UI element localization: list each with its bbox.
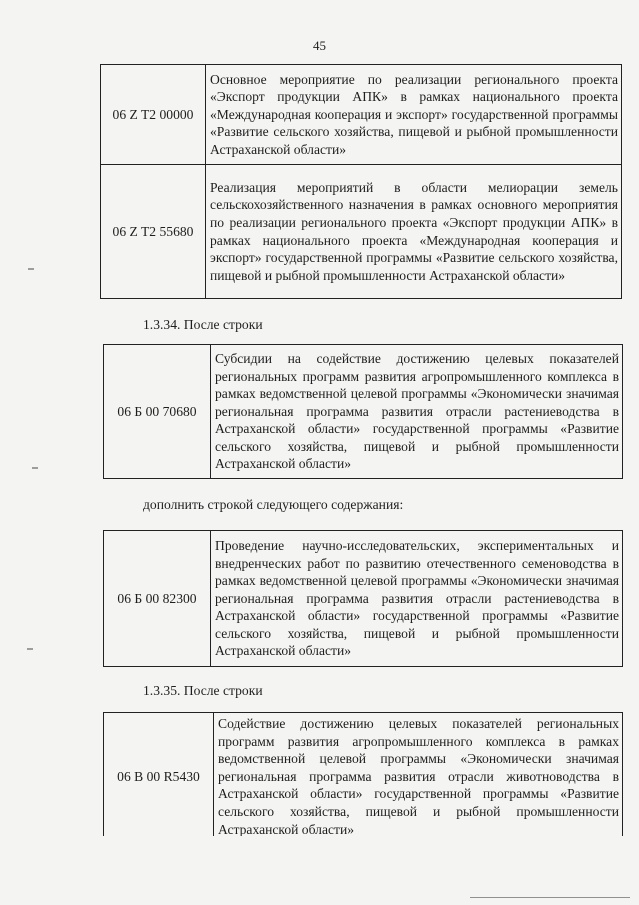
budget-code: 06 Б 00 82300 [104,531,211,667]
budget-code-description: Реализация мероприятий в области мелиорации земель сельскохозяйственного назначения в рамках основного мероприятия по реализации регионального проекта «Экспорт продукции АПК» в рамках национального проекта «Международная кооперация и экспорт» государственной программы «Развитие сельского хозяйства, пищевой и рыбной промышленности Астраханской области» [206,165,622,299]
budget-code: 06 Z T2 00000 [101,65,206,165]
page-number: 45 [313,38,326,53]
table-row [101,65,622,165]
budget-code: 06 Z T2 55680 [101,165,206,299]
budget-code-description: Субсидии на содействие достижению целевых показателей региональных программ развития агропромышленного комплекса в рамках ведомственной целевой программы «Экономически значимая региональная программа развития отрасли растениеводства в Астраханской области» государственной программы «Развитие сельского хозяйства, пищевой и рыбной промышленности Астраханской области» [211,345,623,479]
budget-code-table-2 [103,344,623,479]
budget-code: 06 В 00 R5430 [104,713,214,837]
budget-code-table-3 [103,530,623,667]
section-heading-1-3-34: 1.3.34. После строки [143,317,263,332]
budget-code-table-4 [103,712,623,836]
budget-code-description: Проведение научно-исследовательских, экспериментальных и внедренческих работ по развитию отечественного семеноводства в рамках ведомственной целевой программы «Экономически значимая региональная программа развития отрасли растениеводства в Астраханской области» государственной программы «Развитие сельского хозяйства, пищевой и рыбной промышленности Астраханской области» [211,531,623,667]
table-4-clip [103,712,625,836]
budget-code-description: Основное мероприятие по реализации регионального проекта «Экспорт продукции АПК» в рамках национального проекта «Международная кооперация и экспорт» государственной программы «Развитие сельского хозяйства, пищевой и рыбной промышленности Астраханской области» [206,65,622,165]
budget-code-description: Содействие достижению целевых показателей региональных программ развития агропромышленного комплекса в рамках ведомственной целевой программы «Экономически значимая региональная программа развития отрасли животноводства в Астраханской области» государственной программы «Развитие сельского хозяйства, пищевой и рыбной промышленности Астраханской области» [214,713,623,837]
section-heading-1-3-35: 1.3.35. После строки [143,683,263,698]
table-row [104,531,623,667]
scan-mark [32,467,38,469]
table-row [101,165,622,299]
budget-code: 06 Б 00 70680 [104,345,211,479]
scan-mark [28,268,34,270]
add-row-instruction: дополнить строкой следующего содержания: [143,497,404,512]
page-edge-line [470,897,630,898]
table-row [104,713,623,837]
table-row [104,345,623,479]
budget-code-table-1 [100,64,622,299]
scan-mark [27,648,33,650]
